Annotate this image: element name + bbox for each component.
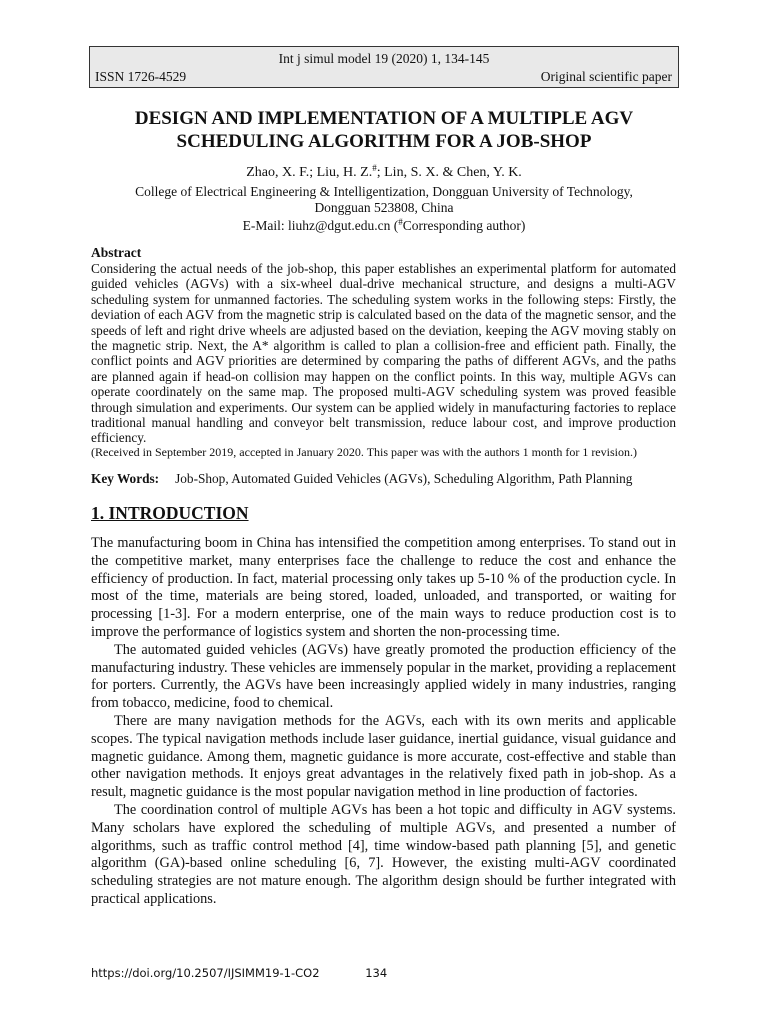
intro-paragraph-1: The manufacturing boom in China has intensified the competition among enterprises. To stand out in the competitive market, many enterprises face the challenge to reduce the cost and enhance the efficiency of production. In fact, material processing only takes up 5-10 % of the production cycle. In most of the time, materials are being stored, loaded, unloaded, and transported, or waiting for processing [1-3]. For a modern enterprise, one of the main ways to reduce production cost is to improve the performance of logistics system and shorten the non-processing time. <box>91 535 676 640</box>
email-corresponding-mark: # <box>398 217 403 227</box>
abstract-text: Considering the actual needs of the job-shop, this paper establishes an experimental platform for automated guided vehicles (AGVs) with a six-wheel dual-drive mechanical structure, and designs a multi-AGV scheduling system for unmanned factories. The scheduling system works in the following steps: Firstly, the deviation of each AGV from the magnetic strip is calculated based on the data of the magnetic sensor, and the speeds of left and right drive wheels are adjusted based on the deviation, keeping the AGV moving stably on the magnetic strip. Next, the A* algorithm is called to plan a collision-free and efficient path. Finally, the conflict points and AGV priorities are determined by comparing the paths of different AGVs, and the paths are planned again if head-on collision may happen on the conflict points. In this way, multiple AGVs can operate coordinately on the same map. The proposed multi-AGV scheduling system was proved feasible through simulation and experiments. Our system can be applied widely in manufacturing factories to replace traditional manual handling and conveyor belt transmission, reduce labour cost, and improve production efficiency. <box>91 261 676 446</box>
authors-part-2: ; Lin, S. X. & Chen, Y. K. <box>376 165 522 180</box>
keywords-text: Job-Shop, Automated Guided Vehicles (AGVs), Scheduling Algorithm, Path Planning <box>175 471 633 486</box>
intro-paragraph-2: The automated guided vehicles (AGVs) have greatly promoted the production efficiency of the manufacturing industry. These vehicles are immensely popular in the market, providing a replacement for porters. Currently, the AGVs have been increasingly applied widely in many industries, ranging from tobacco, medicine, food to chemical. <box>91 641 676 712</box>
affiliation <box>89 184 679 216</box>
intro-paragraph-4: The coordination control of multiple AGVs has been a hot topic and difficulty in AGV systems. Many scholars have explored the scheduling of multiple AGVs, and presented a number of algorithms, such as traffic control method [4], time window-based path planning [5], and genetic algorithm (GA)-based online scheduling [6, 7]. However, the existing multi-AGV coordinated scheduling strategies are not mature enough. The algorithm design should be further integrated with practical applications. <box>91 801 676 907</box>
intro-paragraph-3: There are many navigation methods for the AGVs, each with its own merits and applicable scopes. The typical navigation methods include laser guidance, inertial guidance, visual guidance and magnetic guidance. Among them, magnetic guidance is more accurate, cost-effective and stable than other navigation methods. It enjoys great advantages in the relatively fixed path in job-shop. As a result, magnetic guidance is the most popular navigation method in line production of factories. <box>91 712 676 801</box>
page-number: 134 <box>365 966 388 980</box>
affiliation-line-1: College of Electrical Engineering & Intelligentization, Dongguan University of Technology, <box>135 184 633 199</box>
paper-title <box>89 107 679 153</box>
page-footer <box>91 966 387 980</box>
issn-label: ISSN 1726-4529 <box>95 69 187 84</box>
title-line-1: DESIGN AND IMPLEMENTATION OF A MULTIPLE AGV <box>134 108 634 129</box>
journal-citation: Int j simul model 19 (2020) 1, 134-145 <box>278 51 490 66</box>
section-heading-introduction: 1. INTRODUCTION <box>91 503 249 523</box>
corresponding-mark: # <box>372 163 377 173</box>
keywords-label: Key Words: <box>91 471 160 486</box>
email-suffix: Corresponding author) <box>402 218 526 233</box>
contact-email <box>89 218 679 234</box>
author-list <box>89 165 679 181</box>
received-note: (Received in September 2019, accepted in January 2020. This paper was with the authors 1 month for 1 revision.) <box>91 445 637 459</box>
abstract-heading: Abstract <box>91 245 142 260</box>
introduction-body <box>91 535 676 909</box>
paper-type-label: Original scientific paper <box>540 69 672 84</box>
keywords <box>91 471 681 487</box>
title-line-2: SCHEDULING ALGORITHM FOR A JOB-SHOP <box>176 131 592 152</box>
doi-link[interactable]: https://doi.org/10.2507/IJSIMM19-1-CO2 <box>91 966 320 980</box>
authors-part-1: Zhao, X. F.; Liu, H. Z. <box>246 165 373 180</box>
journal-header-box <box>89 46 679 88</box>
email-prefix: E-Mail: liuhz@dgut.edu.cn ( <box>242 218 399 233</box>
affiliation-line-2: Dongguan 523808, China <box>314 200 454 215</box>
